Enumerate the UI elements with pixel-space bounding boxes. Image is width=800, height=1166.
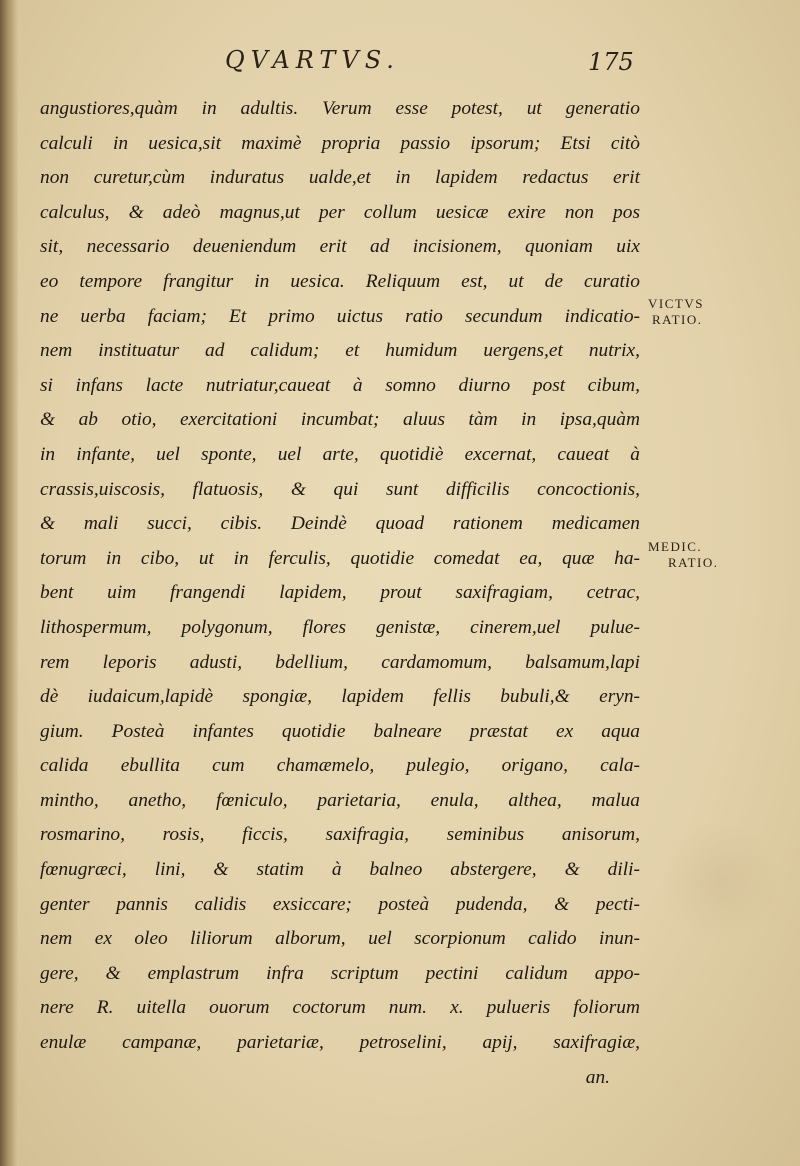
text-line: non curetur,cùm induratus ualde,et in lapidem redactus erit [40, 167, 640, 189]
text-line: nem ex oleo liliorum alborum, uel scorpionum calido inun- [40, 928, 640, 950]
text-line: an. [585, 1066, 610, 1088]
text-line: nem instituatur ad calidum; et humidum uergens,et nutrix, [40, 340, 640, 362]
margin-note-line: RATIO. [668, 555, 719, 570]
text-line: rosmarino, rosis, ficcis, saxifragia, seminibus anisorum, [40, 824, 640, 846]
margin-note-line: RATIO. [652, 312, 703, 327]
running-head: QVARTVS. [225, 46, 400, 74]
page-header [0, 46, 800, 86]
text-line: bent uim frangendi lapidem, prout saxifragiam, cetrac, [40, 582, 640, 604]
text-line: gium. Posteà infantes quotidie balneare præstat ex aqua [40, 720, 640, 742]
text-line: eo tempore frangitur in uesica. Reliquum est, ut de curatio [40, 270, 640, 292]
text-line: crassis,uiscosis, flatuosis, & qui sunt difficilis concoctionis, [40, 478, 640, 500]
text-line: angustiores,quàm in adultis. Verum esse potest, ut generatio [40, 98, 640, 119]
text-line: ne uerba faciam; Et primo uictus ratio secundum indicatio- [40, 305, 640, 327]
page-number: 175 [588, 48, 634, 76]
text-line: rem leporis adusti, bdellium, cardamomum, balsamum,lapi [40, 651, 640, 673]
text-line: lithospermum, polygonum, flores genistæ, cinerem,uel pulue- [40, 616, 640, 638]
margin-note-medic-ratio [648, 539, 788, 571]
margin-note-line: VICTVS [648, 296, 704, 311]
text-line: & ab otio, exercitationi incumbat; aluus tàm in ipsa,quàm [40, 409, 640, 431]
margin-note-victus-ratio [648, 296, 788, 328]
text-line: sit, necessario deueniendum erit ad incisionem, quoniam uix [40, 236, 640, 258]
text-line: enulæ campanæ, parietariæ, petroselini, apij, saxifragiæ, [40, 1032, 640, 1054]
margin-note-line: MEDIC. [648, 539, 703, 554]
text-line: calida ebullita cum chamæmelo, pulegio, origano, cala- [40, 755, 640, 777]
text-line: mintho, anetho, fœniculo, parietaria, enula, althea, malua [40, 789, 640, 811]
text-line: torum in cibo, ut in ferculis, quotidie comedat ea, quæ ha- [40, 547, 640, 569]
text-line: calculi in uesica,sit maximè propria passio ipsorum; Etsi citò [40, 132, 640, 154]
book-gutter [0, 0, 18, 1166]
text-line: calculus, & adeò magnus,ut per collum uesicæ exire non pos [40, 201, 640, 223]
text-line: fœnugræci, lini, & statim à balneo abstergere, & dili- [40, 859, 640, 881]
text-line: in infante, uel sponte, uel arte, quotidiè excernat, caueat à [40, 443, 640, 465]
text-line: gere, & emplastrum infra scriptum pectini calidum appo- [40, 962, 640, 984]
body-text [40, 92, 640, 1095]
text-line: si infans lacte nutriatur,caueat à somno diurno post cibum, [40, 374, 640, 396]
ink-show-through [660, 820, 780, 940]
text-line: genter pannis calidis exsiccare; posteà pudenda, & pecti- [40, 893, 640, 915]
text-line: dè iudaicum,lapidè spongiæ, lapidem fellis bubuli,& eryn- [40, 686, 640, 708]
text-line: nere R. uitella ouorum coctorum num. x. pulueris foliorum [40, 997, 640, 1019]
text-line: & mali succi, cibis. Deindè quoad rationem medicamen [40, 513, 640, 535]
